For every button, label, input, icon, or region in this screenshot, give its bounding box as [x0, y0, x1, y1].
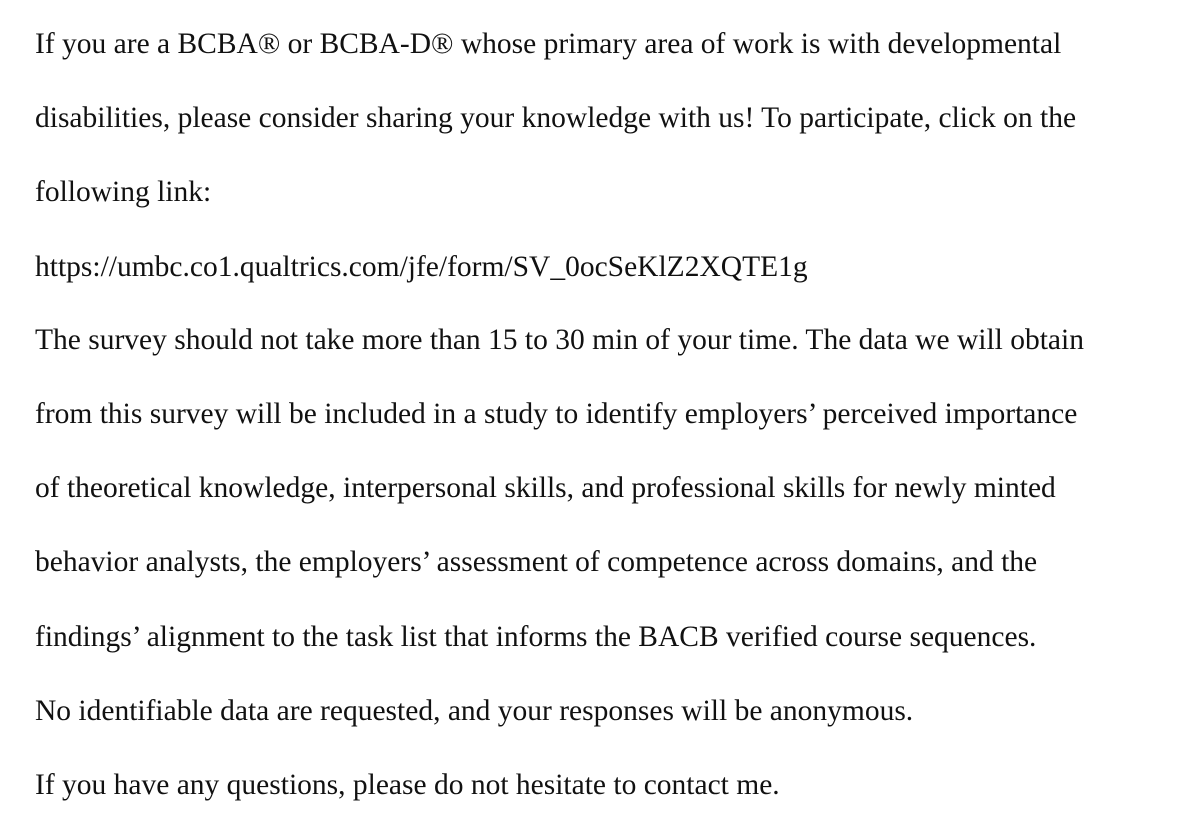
paragraph-intro-line-1: If you are a BCBA® or BCBA-D® whose primary area of work is with developmental: [35, 28, 1062, 60]
contact-statement: If you have any questions, please do not hesitate to contact me.: [35, 769, 780, 801]
paragraph-intro-line-3: following link:: [35, 176, 212, 208]
survey-link[interactable]: https://umbc.co1.qualtrics.com/jfe/form/SV_0ocSeKlZ2XQTE1g: [35, 251, 808, 283]
paragraph-survey-line-4: behavior analysts, the employers’ assessment of competence across domains, and the: [35, 546, 1038, 578]
paragraph-survey-line-5: findings’ alignment to the task list that informs the BACB verified course sequences.: [35, 621, 1037, 653]
paragraph-survey-line-2: from this survey will be included in a study to identify employers’ perceived importance: [35, 398, 1078, 430]
paragraph-intro-line-2: disabilities, please consider sharing your knowledge with us! To participate, click on the: [35, 102, 1077, 134]
anonymity-statement: No identifiable data are requested, and your responses will be anonymous.: [35, 695, 914, 727]
paragraph-survey-line-3: of theoretical knowledge, interpersonal skills, and professional skills for newly minted: [35, 472, 1056, 504]
paragraph-survey-line-1: The survey should not take more than 15 to 30 min of your time. The data we will obtain: [35, 324, 1084, 356]
